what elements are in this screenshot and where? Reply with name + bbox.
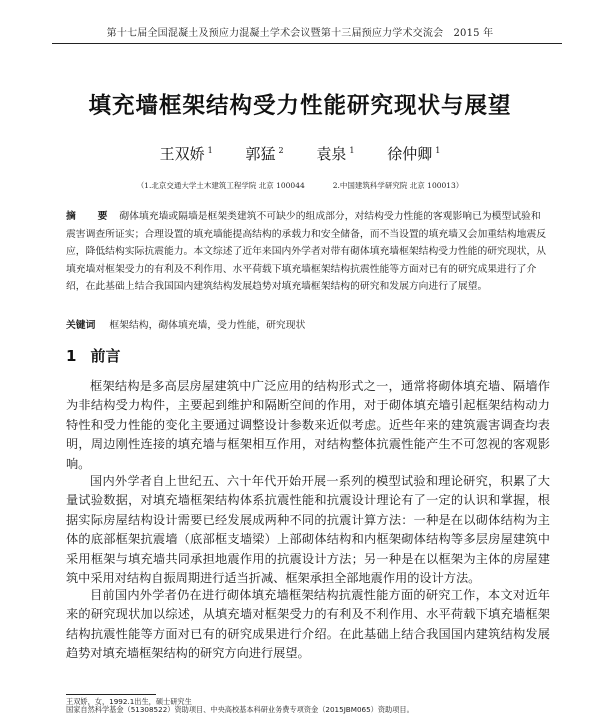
paper-title: 填充墙框架结构受力性能研究现状与展望 — [88, 93, 512, 119]
body-paragraph-3: 目前国内外学者仍在进行砌体填充墙框架结构抗震性能方面的研究工作，本文对近年来的研究现状加以综述，从填充墙对框架受力的有利及不利作用、水平荷载下填充墙框架结构抗震性能等方面对已有的研究成果进行介绍。在此基础上结合我国国内建筑结构发展趋势对填充墙框架结构的研究方向进行展望。 — [66, 588, 550, 661]
footnote-1: 王双娇，女，1992.1出生，硕士研究生 — [66, 697, 192, 706]
section-heading — [66, 345, 120, 366]
abstract-text: 砌体填充墙或隔墙是框架类建筑不可缺少的组成部分，对结构受力性能的客观影响已为模型试验和震害调查所证实；合理设置的填充墙能提高结构的承载力和安全储备，而不当设置的填充墙又会加重结构地震反应，降低结构实际抗震能力。本文综述了近年来国内外学者对带有砌体填充墙框架结构受力性能的研究现状，从填充墙对框架受力的有利及不利作用、水平荷载下填充墙框架结构抗震性能等方面对已有的研究成果进行了介绍，在此基础上结合我国国内建筑结构发展趋势对填充墙框架结构的研究和发展方向进行了展望。 — [66, 211, 547, 293]
author-2-affil-mark: 2 — [278, 146, 284, 155]
author-4: 徐仲卿 $^1$ — [387, 145, 441, 163]
keywords — [66, 317, 548, 331]
footnote-rule — [66, 694, 156, 695]
section-title: 前言 — [90, 347, 121, 365]
author-3: 袁泉 $^1$ — [316, 145, 355, 163]
header-rule — [52, 43, 562, 44]
footnote-2: 国家自然科学基金（51308522）资助项目、中央高校基本科研业务费专项资金（2015JBM065）资助项目。 — [66, 705, 414, 714]
abstract-label: 摘 要 — [66, 211, 114, 222]
running-head: 第十七届全国混凝土及预应力混凝土学术会议暨第十三届预应力学术交流会 2015 年 — [106, 28, 494, 39]
author-2: 郭猛 $^2$ — [245, 145, 284, 163]
author-1-affil-mark: 1 — [207, 146, 213, 155]
abstract — [66, 208, 548, 296]
author-list — [0, 143, 600, 164]
keywords-label: 关键词 — [66, 320, 96, 331]
author-1: 王双娇 $^1$ — [159, 145, 213, 163]
author-3-affil-mark: 1 — [349, 146, 355, 155]
keywords-text: 框架结构，砌体填充墙，受力性能，研究现状 — [109, 320, 306, 331]
author-4-affil-mark: 1 — [435, 146, 441, 155]
affiliation-1: （1.北京交通大学土木建筑工程学院 北京 100044 — [136, 181, 305, 190]
affiliations — [0, 180, 600, 191]
section-number: 1 — [66, 347, 77, 365]
affiliation-2: 2.中国建筑科学研究院 北京 100013） — [332, 181, 464, 190]
body-paragraph-2: 国内外学者自上世纪五、六十年代开始开展一系列的模型试验和理论研究，积累了大量试验数据，对填充墙框架结构体系抗震性能和抗震设计理论有了一定的认识和掌握，根据实际房屋结构设计需要已经发展成两种不同的抗震计算方法：一种是在以砌体结构为主体的底部框架抗震墙（底部框支墙梁）上部砌体结构和内框架砌体结构等多层房屋建筑中采用框架与填充墙共同承担地震作用的抗震设计方法；另一种是在以框架为主体的房屋建筑中采用对结构自振周期进行适当折减、框架承担全部地震作用的设计方法。 — [66, 474, 550, 586]
body-paragraph-1: 框架结构是多高层房屋建筑中广泛应用的结构形式之一，通常将砌体填充墙、隔墙作为非结构受力构件，主要起到维护和隔断空间的作用，对于砌体填充墙引起框架结构动力特性和受力性能的变化主要通过调整设计参数来近似考虑。近些年来的建筑震害调查均表明，周边刚性连接的填充墙与框架相互作用，对结构整体抗震性能产生不可忽视的客观影响。 — [66, 379, 550, 471]
